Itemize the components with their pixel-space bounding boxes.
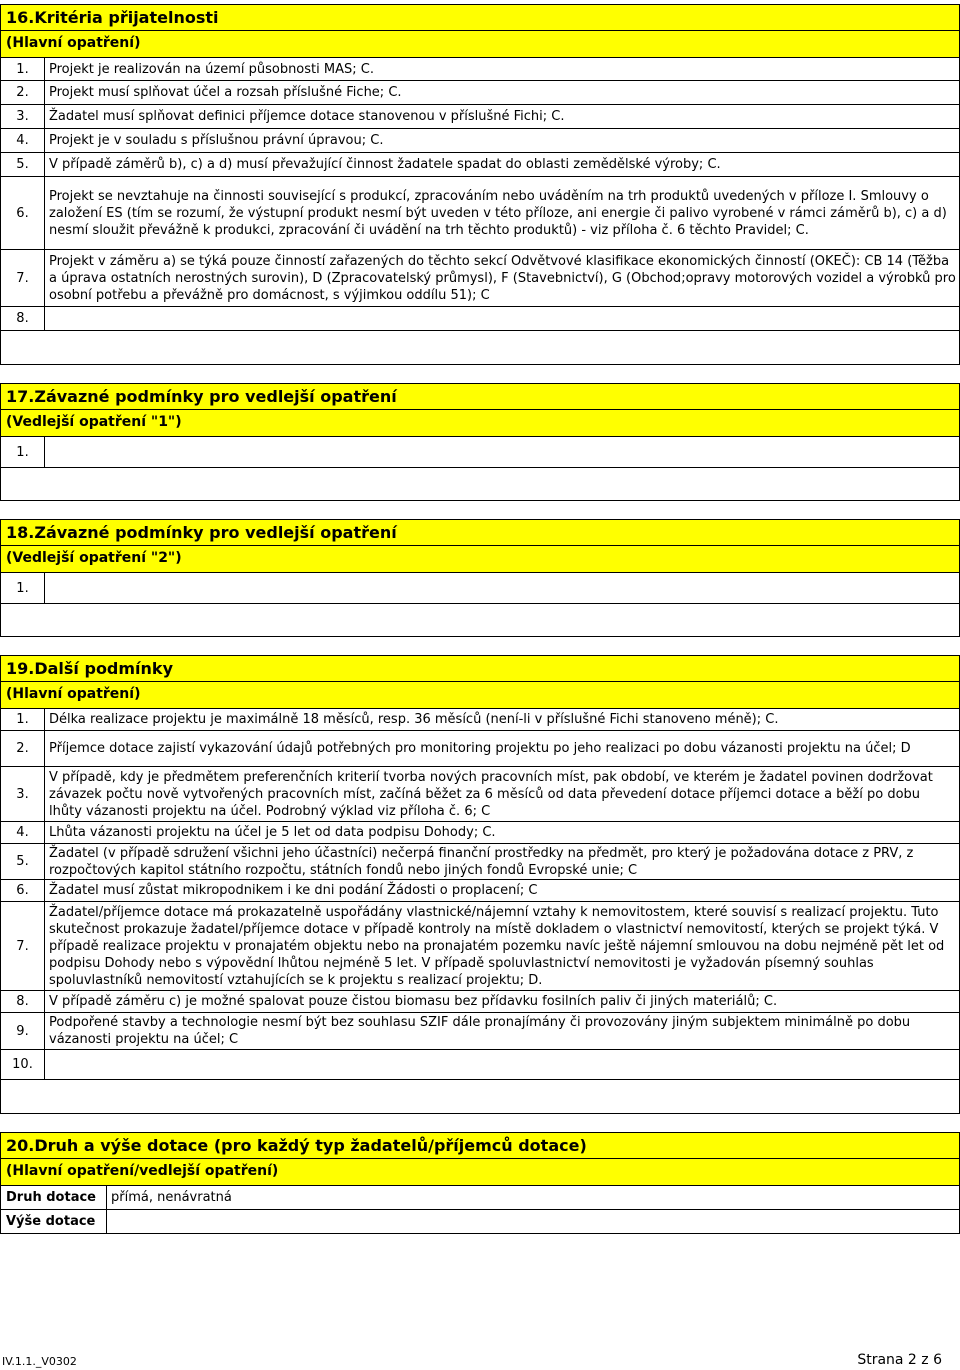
item-number: 2.: [0, 731, 44, 767]
section-18-title: 18.Závazné podmínky pro vedlejší opatření: [0, 519, 960, 546]
document-code: IV.1.1._V0302: [2, 1355, 77, 1368]
subsidy-type-label: Druh dotace: [0, 1186, 106, 1210]
item-number: 7.: [0, 250, 44, 307]
item-number: 1.: [0, 709, 44, 731]
section-19-title: 19.Další podmínky: [0, 655, 960, 682]
item-number: 1.: [0, 437, 44, 468]
blank-row: [0, 331, 960, 365]
item-text: Příjemce dotace zajistí vykazování údajů potřebných pro monitoring projektu po jeho realizaci po dobu vázanosti projektu na účel; D: [44, 731, 960, 767]
item-text: [44, 1050, 960, 1080]
item-number: 10.: [0, 1050, 44, 1080]
subsidy-type-value: přímá, nenávratná: [106, 1186, 960, 1210]
item-text: Projekt je realizován na území působnosti MAS; C.: [44, 58, 960, 81]
section-19-table: [0, 709, 960, 1114]
item-number: 7.: [0, 902, 44, 991]
item-text: Žadatel musí splňovat definici příjemce dotace stanovenou v příslušné Fichi; C.: [44, 105, 960, 129]
item-number: 3.: [0, 105, 44, 129]
section-16-table: [0, 58, 960, 365]
item-text: [44, 437, 960, 468]
item-number: 5.: [0, 844, 44, 880]
item-text: Projekt je v souladu s příslušnou právní úpravou; C.: [44, 129, 960, 153]
item-number: 4.: [0, 129, 44, 153]
item-text: Projekt v záměru a) se týká pouze činností zařazených do těchto sekcí Odvětvové klasifikace ekonomických činností (OKEČ): CB 14 (Těžba a úprava ostatních nerostných surovin), D (Zpracovatelský průmysl), F (Stavebnictví), G (Obchod;opravy motorových vozidel a výrobků pro osobní potřebu a převážně pro domácnost, s výjimkou oddílu 51); C: [44, 250, 960, 307]
page-number: Strana 2 z 6: [857, 1352, 942, 1368]
section-16-title: 16.Kritéria přijatelnosti: [0, 4, 960, 31]
item-number: 9.: [0, 1013, 44, 1050]
item-text: V případě záměrů b), c) a d) musí převažující činnost žadatele spadat do oblasti zemědělské výroby; C.: [44, 153, 960, 177]
section-17-subtitle: (Vedlejší opatření "1"): [0, 410, 960, 437]
item-text: V případě, kdy je předmětem preferenčních kriterií tvorba nových pracovních míst, pak období, ve kterém je žadatel povinen dodržovat závazek počtu nově vytvořených pracovních míst, začíná běžet za 6 měsíců od data převedení dotace příjemci dotace a běží po dobu lhůty vázanosti projektu na účel. Podrobný výklad viz příloha č. 6; C: [44, 767, 960, 822]
item-number: 6.: [0, 177, 44, 250]
section-20-title: 20.Druh a výše dotace (pro každý typ žadatelů/příjemců dotace): [0, 1132, 960, 1159]
section-18-subtitle: (Vedlejší opatření "2"): [0, 546, 960, 573]
item-text: Délka realizace projektu je maximálně 18 měsíců, resp. 36 měsíců (není-li v příslušné Fichi stanoveno méně); C.: [44, 709, 960, 731]
item-text: Žadatel (v případě sdružení všichni jeho účastníci) nečerpá finanční prostředky na předmět, pro který je požadována dotace z PRV, z rozpočtových kapitol státního rozpočtu, státních fondů nebo jiných fondů Evropské unie; C: [44, 844, 960, 880]
item-number: 8.: [0, 307, 44, 331]
item-text: [44, 573, 960, 604]
item-text: [44, 307, 960, 331]
subsidy-amount-label: Výše dotace: [0, 1210, 106, 1234]
subsidy-amount-value: [106, 1210, 960, 1234]
item-text: Žadatel/příjemce dotace má prokazatelně uspořádány vlastnické/nájemní vztahy k nemovitostem, které souvisí s realizací projektu. Tuto skutečnost prokazuje žadatel/příjemce dotace v případě kontroly na místě dokladem o vlastnictví nemovitostí, kterých se projekt týká. V případě realizace projektu v pronajatém objektu nebo na pronajatém pozemku navíc ještě nájemní smlouvou na dobu nejméně pět let od podpisu Dohody nebo s výpovědní lhůtou nejméně 5 let. V případě spoluvlastnictví nemovitosti je vyžadován písemný souhlas spoluvlastníků nemovitostí vztahujících se k projektu s realizací projektu; D.: [44, 902, 960, 991]
section-19-subtitle: (Hlavní opatření): [0, 682, 960, 709]
blank-row: [0, 1080, 960, 1114]
section-16-subtitle: (Hlavní opatření): [0, 31, 960, 58]
item-text: Projekt se nevztahuje na činnosti související s produkcí, zpracováním nebo uváděním na trh produktů uvedených v příloze I. Smlouvy o založení ES (tím se rozumí, že výstupní produkt nesmí být uveden v této příloze, ani energie či palivo vyrobené v rámci záměrů b), c) a d) nesmí sloužit převážně k produkci, zpracování či uvádění na trh těchto produktů) - viz příloha č. 6 těchto Pravidel; C.: [44, 177, 960, 250]
item-number: 8.: [0, 991, 44, 1013]
item-number: 3.: [0, 767, 44, 822]
item-number: 1.: [0, 58, 44, 81]
item-number: 2.: [0, 81, 44, 105]
section-17-title: 17.Závazné podmínky pro vedlejší opatření: [0, 383, 960, 410]
item-text: Podpořené stavby a technologie nesmí být bez souhlasu SZIF dále pronajímány či provozovány jiným subjektem minimálně po dobu vázanosti projektu na účel; C: [44, 1013, 960, 1050]
section-20-subtitle: (Hlavní opatření/vedlejší opatření): [0, 1159, 960, 1186]
item-number: 6.: [0, 880, 44, 902]
item-number: 5.: [0, 153, 44, 177]
item-text: Žadatel musí zůstat mikropodnikem i ke dni podání Žádosti o proplacení; C: [44, 880, 960, 902]
item-text: Projekt musí splňovat účel a rozsah příslušné Fiche; C.: [44, 81, 960, 105]
blank-row: [0, 604, 960, 637]
blank-row: [0, 468, 960, 501]
item-number: 1.: [0, 573, 44, 604]
item-text: V případě záměru c) je možné spalovat pouze čistou biomasu bez přídavku fosilních paliv či jiných materiálů; C.: [44, 991, 960, 1013]
item-text: Lhůta vázanosti projektu na účel je 5 let od data podpisu Dohody; C.: [44, 822, 960, 844]
item-number: 4.: [0, 822, 44, 844]
